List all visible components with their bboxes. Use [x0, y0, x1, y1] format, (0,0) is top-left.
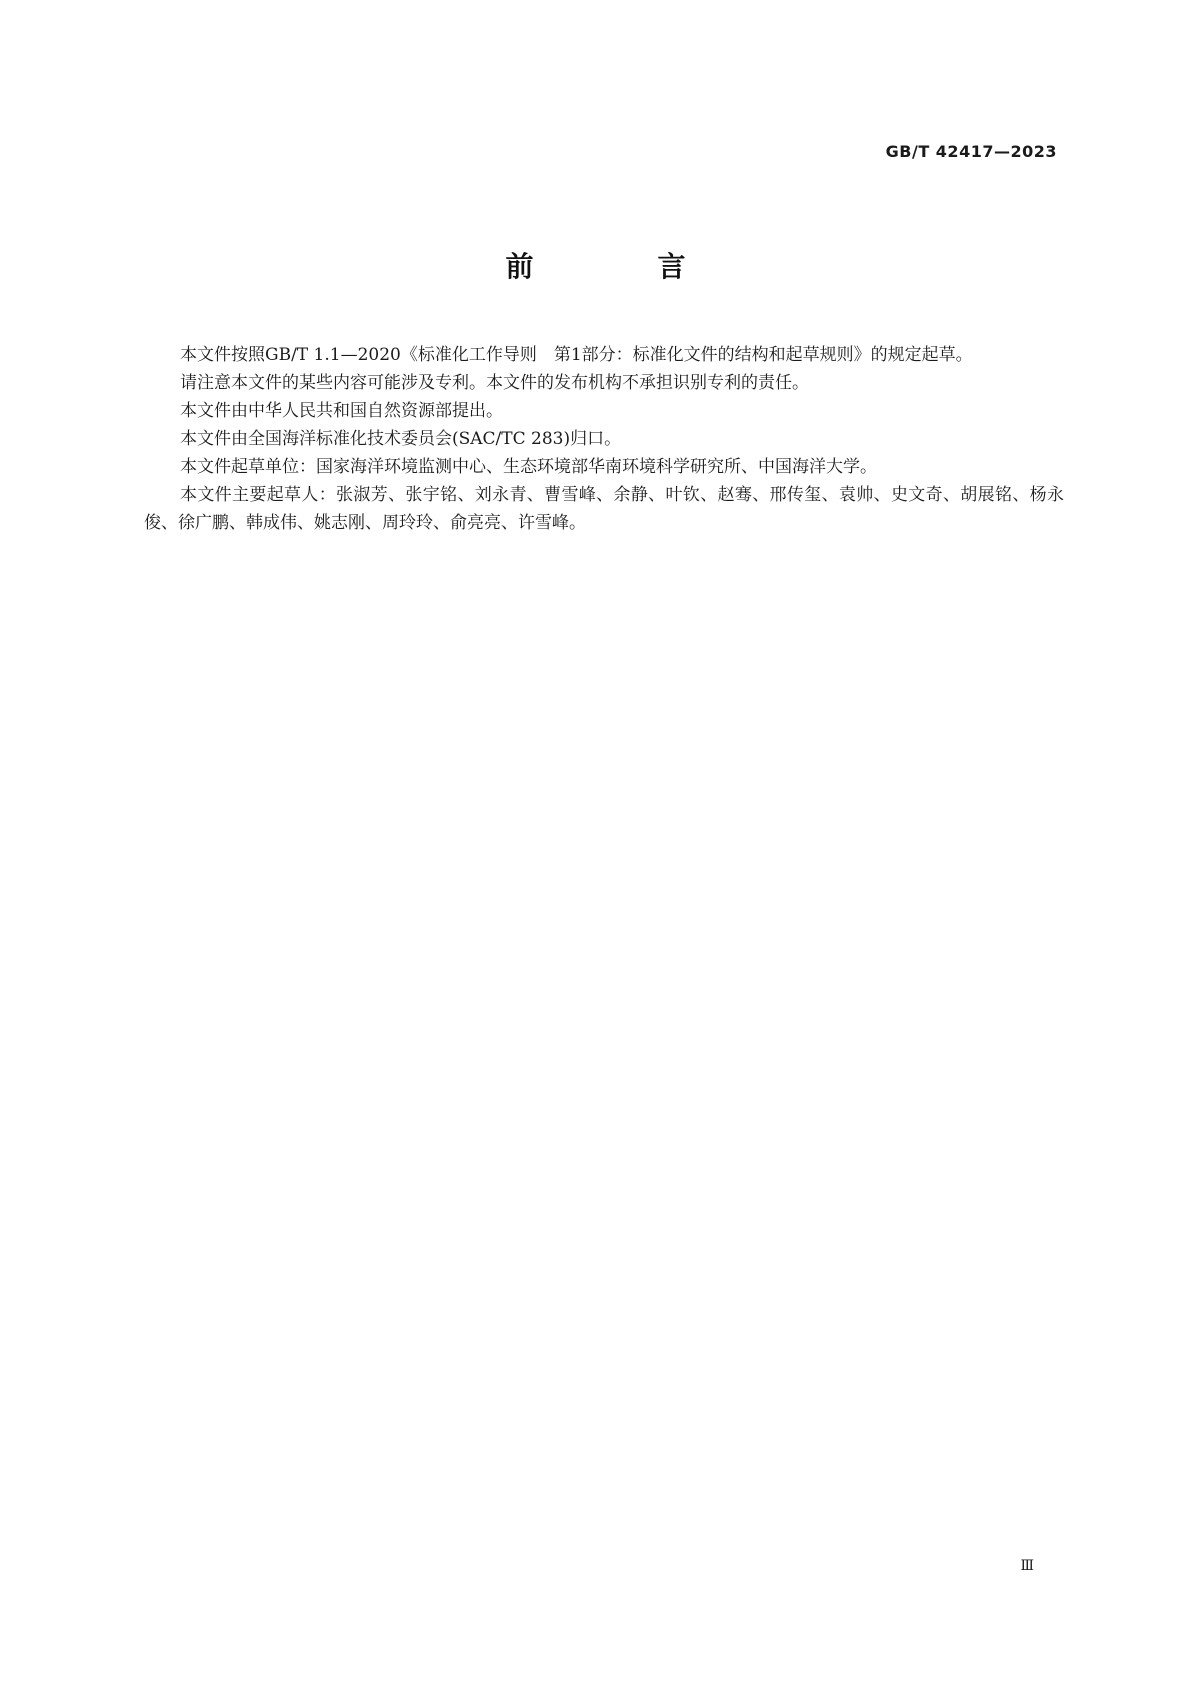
paragraph-drafting-units: 本文件起草单位：国家海洋环境监测中心、生态环境部华南环境科学研究所、中国海洋大学。 [180, 457, 877, 477]
page-title: 前 言 [505, 250, 734, 283]
standard-code: GB/T 42417—2023 [885, 142, 1057, 161]
foreword-body [144, 341, 1064, 537]
paragraph-drafters: 本文件主要起草人：张淑芳、张宇铭、刘永青、曹雪峰、余静、叶钦、赵骞、邢传玺、袁帅、史文奇、胡展铭、杨永俊、徐广鹏、韩成伟、姚志刚、周玲玲、俞亮亮、许雪峰。 [144, 485, 1064, 533]
paragraph-proposer: 本文件由中华人民共和国自然资源部提出。 [180, 401, 503, 421]
paragraph-technical-committee: 本文件由全国海洋标准化技术委员会(SAC/TC 283)归口。 [180, 429, 622, 449]
page-number: Ⅲ [1020, 1558, 1034, 1574]
paragraph-drafting-rules: 本文件按照GB/T 1.1—2020《标准化工作导则 第1部分：标准化文件的结构和起草规则》的规定起草。 [180, 345, 973, 365]
paragraph-patent-notice: 请注意本文件的某些内容可能涉及专利。本文件的发布机构不承担识别专利的责任。 [180, 373, 809, 393]
